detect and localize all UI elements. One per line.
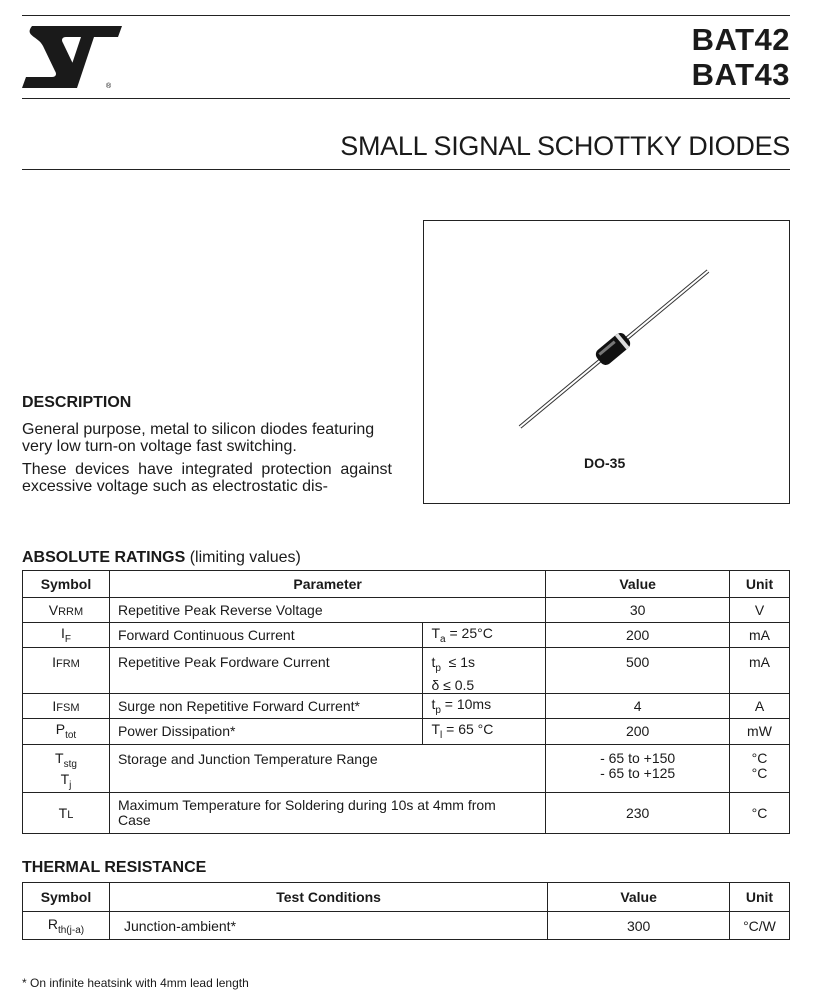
condition: $T_a = 25^\circ C$ [423,623,546,648]
table-header-row [23,883,790,912]
table-row [23,693,790,718]
table-row [23,744,790,793]
absolute-ratings-heading [22,549,301,567]
table-row [23,718,790,744]
value: 200 [546,623,730,648]
value: 4 [546,693,730,718]
symbol: VRRM [23,598,110,623]
heading-note: (limiting values) [189,549,301,566]
parameter: Storage and Junction Temperature Range [109,744,545,793]
symbol: $R_{th(j-a)}$ [23,912,110,940]
table-header-row [23,571,790,598]
condition: $t_p \le 1s$ δ ≤ 0.5 [423,648,546,694]
test-condition: Junction-ambient* [109,912,547,940]
parameter: Power Dissipation* [109,718,423,744]
page-title: SMALL SIGNAL SCHOTTKY DIODES [340,131,790,161]
col-parameter: Parameter [109,571,545,598]
description-heading: DESCRIPTION [22,394,132,411]
value: 300 [548,912,730,940]
unit: °C [730,793,790,834]
col-unit: Unit [730,571,790,598]
unit: °C °C [730,744,790,793]
top-rule [22,15,790,16]
value: - 65 to +150 - 65 to +125 [546,744,730,793]
unit: mA [730,648,790,694]
table-row [23,648,790,694]
value: 500 [546,648,730,694]
parameter: Surge non Repetitive Forward Current* [109,693,423,718]
description-para-2: These devices have integrated protection against excessive voltage such as electrostatic dis- [22,461,392,495]
symbol: TL [23,793,110,834]
parameter: Repetitive Peak Reverse Voltage [109,598,545,623]
col-symbol: Symbol [23,571,110,598]
unit: mW [730,718,790,744]
thermal-resistance-heading: THERMAL RESISTANCE [22,859,207,876]
table-row [23,623,790,648]
table-row [23,912,790,940]
part-number-bat43: BAT43 [691,57,790,92]
st-logo [22,26,124,90]
unit: °C/W [729,912,789,940]
symbol: $P_{tot}$ [23,718,110,744]
symbol: IFRM [23,648,110,694]
value: 200 [546,718,730,744]
col-symbol: Symbol [23,883,110,912]
table-row [23,598,790,623]
col-value: Value [546,571,730,598]
thermal-resistance-table [22,882,790,940]
description-para-1: General purpose, metal to silicon diodes featuring very low turn-on voltage fast switching. [22,421,375,455]
part-number-bat42: BAT42 [691,22,790,57]
unit: A [730,693,790,718]
footnote: * On infinite heatsink with 4mm lead length [22,976,249,990]
unit: mA [730,623,790,648]
value: 30 [546,598,730,623]
symbol: $I_F$ [23,623,110,648]
symbol: IFSM [23,693,110,718]
table-row [23,793,790,834]
header-rule [22,98,790,99]
heading-text: ABSOLUTE RATINGS [22,549,186,566]
svg-text:®: ® [106,83,112,90]
title-rule [22,169,790,170]
value: 230 [546,793,730,834]
parameter: Maximum Temperature for Soldering during 10s at 4mm from Case [109,793,545,834]
col-unit: Unit [729,883,789,912]
unit: V [730,598,790,623]
condition: $T_l = 65$ °C [423,718,546,744]
package-label: DO-35 [584,455,626,471]
condition: $t_p = 10ms$ [423,693,546,718]
package-image [423,220,790,504]
symbol: $T_{stg}$ $T_j$ [23,744,110,793]
col-test-conditions: Test Conditions [109,883,547,912]
col-value: Value [548,883,730,912]
absolute-ratings-table [22,570,790,834]
parameter: Forward Continuous Current [109,623,423,648]
parameter: Repetitive Peak Fordware Current [109,648,423,694]
